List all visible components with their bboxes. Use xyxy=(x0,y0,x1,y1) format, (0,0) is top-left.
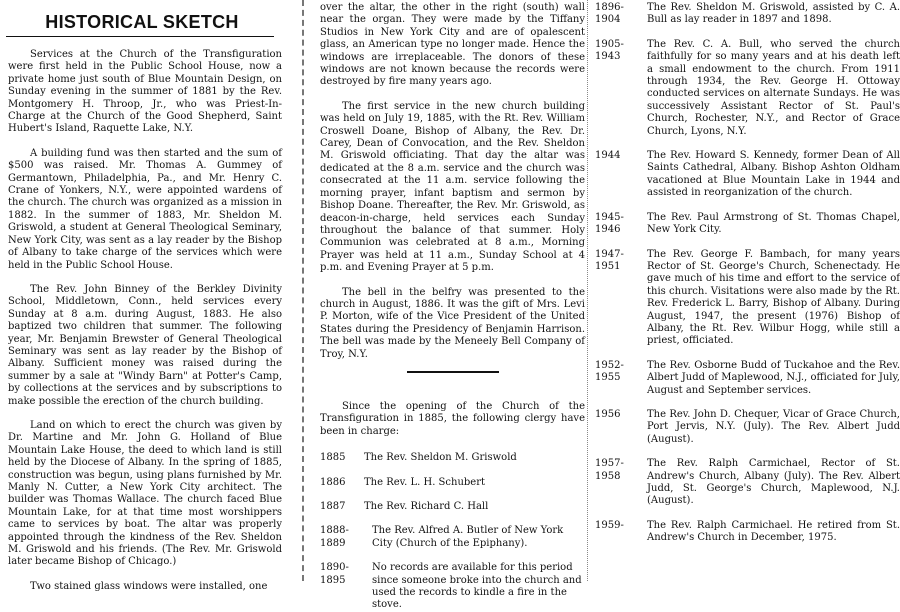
clergy-name: The Rev. Paul Armstrong of St. Thomas Chapel, New York City. xyxy=(647,211,900,236)
clergy-year: 1944 xyxy=(595,150,621,162)
column-right xyxy=(595,0,900,545)
clergy-year: 1890-1895 xyxy=(320,562,349,586)
paragraph: A building fund was then started and the sum of $500 was raised. Mr. Thomas A. Gummey of Germantown, Philadelphia, Pa., and Mr. Henry C. Crane of Yonkers, N.Y., were appointed wardens of the church. The church was organized as a mission in 1882. In the summer of 1883, Mr. Sheldon M. Griswold, a student at General Theological Seminary, New York City, was sent as a lay reader by the Bishop of Albany to take charge of the services which were held in the Public School House. xyxy=(8,147,282,271)
clergy-entry xyxy=(320,501,585,513)
clergy-name: The Rev. Richard C. Hall xyxy=(364,501,489,512)
divider-line xyxy=(407,371,499,373)
clergy-name: The Rev. Sheldon M. Griswold xyxy=(364,452,517,464)
page-title: HISTORICAL SKETCH xyxy=(45,12,239,32)
paragraph: Two stained glass windows were installed, one xyxy=(30,580,268,592)
paragraph: Land on which to erect the church was given by Dr. Martine and Mr. John G. Holland of Blue Mountain Lake House, the deed to which land is still held by the Diocese of Albany. In the spring of 1885, construction was begun, using plans furnished by Mr. Manly N. Cutter, a New York City architect. The builder was Thomas Wallace. The church faced Blue Mountain Lake, for at that time most worshippers came to services by boat. The altar was properly appointed through the kindness of the Rev. Sheldon M. Griswold and his friends. (The Rev. Mr. Griswold later became Bishop of Chicago.) xyxy=(8,419,282,568)
clergy-entry xyxy=(595,150,900,200)
clergy-name: The Rev. Howard S. Kennedy, former Dean of All Saints Cathedral, Albany. Bishop Ashton Oldham vacationed at Blue Mountain Lake in 1944 and assisted in reorganization of the church. xyxy=(647,150,900,199)
clergy-name: The Rev. John D. Chequer, Vicar of Grace Church, Port Jervis, N.Y. (July). The Rev. Albert Judd (August). xyxy=(647,408,900,445)
clergy-year: 1896-1904 xyxy=(595,2,624,26)
column-left xyxy=(0,0,282,593)
clergy-year: 1905-1943 xyxy=(595,38,624,63)
clergy-name: The Rev. Ralph Carmichael. He retired from St. Andrew's Church in December, 1975. xyxy=(647,519,900,544)
paragraph: The first service in the new church building was held on July 19, 1885, with the Rt. Rev. William Croswell Doane, Bishop of Albany, the Rev. Dr. Carey, Dean of Convocation, and the Rev. Sheldon M. Griswold officiating. That day the altar was dedicated at the 8 a.m. service and the church was consecrated at the 11 a.m. service following the morning prayer, infant baptism and sermon by Bishop Doane. Thereafter, the Rev. Mr. Griswold, as deacon-in-charge, held services each Sunday throughout the balance of that summer. Holy Communion was celebrated at 8 a.m., Morning Prayer was held at 11 a.m., Sunday School at 4 p.m. and Evening Prayer at 5 p.m. xyxy=(320,100,585,274)
clergy-entry xyxy=(595,39,900,138)
clergy-entry xyxy=(595,249,900,348)
clergy-name: The Rev. Ralph Carmichael, Rector of St. Andrew's Church, Albany (July). The Rev. Albert Judd, St. George's Church, Maplewood, N.J. (August). xyxy=(647,458,900,507)
paragraph: The Rev. John Binney of the Berkley Divinity School, Middletown, Conn., held services every Sunday at 8 a.m. during August, 1883. He also baptized two children that summer. The following year, Mr. Benjamin Brewster of General Theological Seminary was sent as lay reader by the Bishop of Albany. Sufficient money was raised during the summer by a sale at "Windy Barn" at Potter's Camp, by collections at the services and by subscriptions to make possible the erection of the church building. xyxy=(8,283,282,407)
clergy-name: The Rev. C. A. Bull, who served the church faithfully for so many years and at his death left a small endowment to the church. From 1911 through 1934, the Rev. George H. Ottoway conducted services on alternate Sundays. He was successively Assistant Rector of St. Paul's Church, Rochester, N.Y., and Rector of Grace Church, Lyons, N.Y. xyxy=(647,38,900,137)
clergy-name: The Rev. Osborne Budd of Tuckahoe and the Rev. Albert Judd of Maplewood, N.J., officiated for July, August and September services. xyxy=(647,359,900,396)
clergy-entry xyxy=(320,525,585,550)
clergy-entry xyxy=(595,520,900,545)
clergy-year: 1959- xyxy=(595,519,624,531)
clergy-entry xyxy=(320,562,585,612)
clergy-year: 1957-1958 xyxy=(595,458,624,482)
clergy-name: The Rev. Sheldon M. Griswold, assisted by C. A. Bull as lay reader in 1897 and 1898. xyxy=(647,2,900,26)
clergy-entry xyxy=(595,360,900,397)
paragraph: over the altar, the other in the right (south) wall near the organ. They were made by the Tiffany Studios in New York City and are of opalescent glass, an American type no longer made. Hence the windows are irreplaceable. The donors of these windows are not known because the records were destroyed by fire many years ago. xyxy=(320,2,585,88)
clergy-name: The Rev. L. H. Schubert xyxy=(364,476,486,488)
clergy-year: 1885 xyxy=(320,452,346,464)
clergy-year: 1886 xyxy=(320,476,346,488)
paragraph: The bell in the belfry was presented to the church in August, 1886. It was the gift of Mrs. Levi P. Morton, wife of the Vice President of the United States during the Presidency of Benjamin Harrison. The bell was made by the Meneely Bell Company of Troy, N.Y. xyxy=(320,286,585,360)
clergy-year: 1888-1889 xyxy=(320,525,349,549)
column-separator xyxy=(302,0,306,581)
clergy-intro: Since the opening of the Church of the Transfiguration in 1885, the following clergy have been in charge: xyxy=(320,400,585,437)
clergy-year: 1956 xyxy=(595,408,621,420)
clergy-year: 1945-1946 xyxy=(595,211,624,236)
section-divider xyxy=(320,371,585,373)
clergy-year: 1952-1955 xyxy=(595,359,624,384)
column-middle xyxy=(320,0,585,612)
paragraph: Services at the Church of the Transfiguration were first held in the Public School House, now a private home just south of Blue Mountain Design, on Sunday evening in the summer of 1881 by the Rev. Montgomery H. Throop, Jr., who was Priest-In-Charge at the Church of the Good Shepherd, Saint Hubert's Island, Raquette Lake, N.Y. xyxy=(8,49,282,135)
clergy-name: The Rev. Alfred A. Butler of New York City (Church of the Epiphany). xyxy=(372,525,564,549)
clergy-entry xyxy=(320,477,585,489)
clergy-name: No records are available for this period since someone broke into the church and used the records to kindle a fire in the stove. xyxy=(372,562,582,611)
clergy-entry xyxy=(595,212,900,237)
clergy-entry xyxy=(595,458,900,508)
clergy-entry xyxy=(595,2,900,27)
column-separator xyxy=(587,0,590,581)
clergy-year: 1887 xyxy=(320,501,346,512)
clergy-year: 1947-1951 xyxy=(595,248,624,272)
clergy-entry xyxy=(595,409,900,446)
clergy-entry xyxy=(320,452,585,464)
clergy-name: The Rev. George F. Bambach, for many years Rector of St. George's Church, Schenectady. He gave much of his time and effort to the service of this church. Visitations were also made by the Rt. Rev. Frederick L. Barry, Bishop of Albany. During August, 1947, the present (1976) Bishop of Albany, the Rt. Rev. Wilbur Hogg, while still a priest, officiated. xyxy=(647,248,900,347)
